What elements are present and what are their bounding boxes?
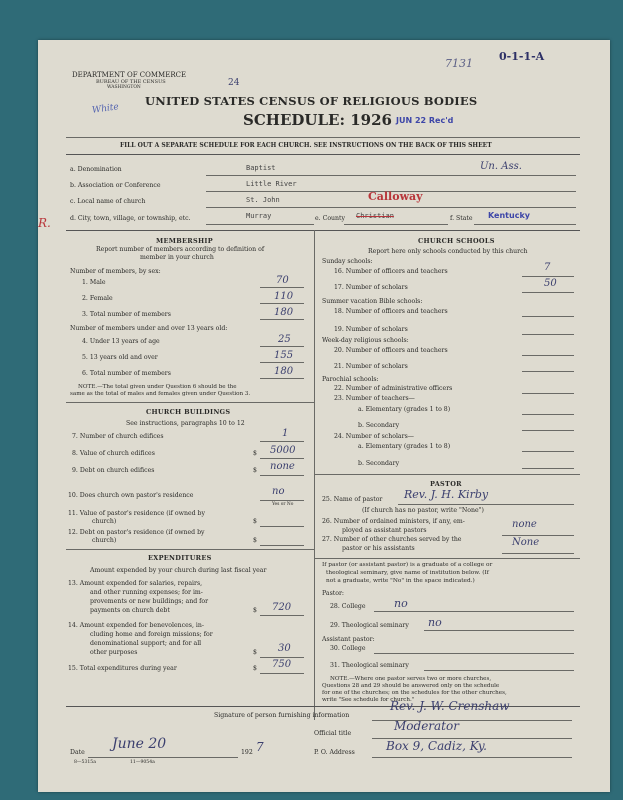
- q12-label-1: 12. Debt on pastor's residence (if owned by: [68, 529, 205, 536]
- membership-sub-1: Report number of members according to definition of: [96, 246, 265, 253]
- q9-value: none: [270, 461, 295, 472]
- q11-label-1: 11. Value of pastor's residence (if owned by: [68, 510, 205, 517]
- q3-total-label: 3. Total number of members: [82, 311, 171, 318]
- q10-value: no: [272, 486, 285, 497]
- weekday-schools-label: Week-day religious schools:: [322, 337, 409, 344]
- year-prefix: 192: [241, 749, 253, 756]
- city-town-label: d. City, town, village, or township, etc.: [70, 215, 191, 222]
- q20-label: 20. Number of officers and teachers: [334, 347, 448, 354]
- q19-label: 19. Number of scholars: [334, 326, 408, 333]
- q14-dollar: $: [253, 649, 257, 656]
- signature-value: Rev. J. W. Crenshaw: [390, 699, 510, 713]
- denomination-value: Baptist: [246, 164, 276, 172]
- signature-label: Signature of person furnishing information: [214, 712, 350, 719]
- serial-number: 7131: [445, 57, 473, 70]
- county-value: Calloway: [368, 190, 423, 203]
- parochial-schools-label: Parochial schools:: [322, 376, 379, 383]
- official-title-value: Moderator: [394, 719, 459, 733]
- year-digit: 7: [256, 740, 264, 754]
- q3-total-value: 180: [274, 307, 294, 318]
- q13-dollar: $: [253, 607, 257, 614]
- q28-value: no: [394, 597, 408, 610]
- q26-value: none: [512, 519, 537, 530]
- q30-label: 30. College: [330, 645, 366, 652]
- q14-line-3: denominational support; and for all: [90, 640, 202, 647]
- code-stamp: 0-1-1-A: [499, 50, 545, 63]
- expenditures-sub: Amount expended by your church during last fiscal year: [90, 567, 267, 574]
- membership-sub-2: member in your church: [140, 254, 214, 261]
- q15-label: 15. Total expenditures during year: [68, 665, 177, 672]
- form-code-1: 8—5315a: [74, 760, 96, 765]
- q13-line-2: and other running expenses; for im-: [90, 589, 203, 596]
- white-annotation: White: [91, 102, 120, 116]
- buildings-sub: See instructions, paragraphs 10 to 12: [126, 420, 245, 427]
- po-address-value: Box 9, Cadiz, Ky.: [386, 739, 487, 753]
- pastor-note-1: NOTE.—Where one pastor serves two or more churches,: [330, 676, 492, 682]
- census-schedule-sheet: [38, 40, 610, 792]
- city-town-value: Murray: [246, 212, 272, 220]
- q18-label: 18. Number of officers and teachers: [334, 308, 448, 315]
- expenditures-heading: EXPENDITURES: [148, 554, 212, 562]
- q25-value: Rev. J. H. Kirby: [404, 488, 489, 501]
- q8-dollar: $: [253, 450, 257, 457]
- q23a-label: a. Elementary (grades 1 to 8): [358, 406, 451, 413]
- schools-sub: Report here only schools conducted by this church: [368, 248, 528, 255]
- instructions-line: FILL OUT A SEPARATE SCHEDULE FOR EACH CHURCH. SEE INSTRUCTIONS ON THE BACK OF THIS SHEET: [120, 142, 492, 149]
- official-title-label: Official title: [314, 730, 352, 737]
- pastor-note-2: Questions 28 and 29 should be answered only on the schedule: [322, 683, 500, 689]
- date-value: June 20: [112, 736, 167, 752]
- q24b-label: b. Secondary: [358, 460, 400, 467]
- q10-label: 10. Does church own pastor's residence: [68, 492, 194, 499]
- form-title: UNITED STATES CENSUS OF RELIGIOUS BODIES: [145, 94, 478, 108]
- county-label: e. County: [315, 215, 346, 222]
- city-label: WASHINGTON: [107, 85, 141, 90]
- county-struck-value: Christian: [356, 212, 394, 220]
- denomination-note: Un. Ass.: [480, 161, 522, 172]
- membership-heading: MEMBERSHIP: [156, 237, 213, 245]
- po-address-label: P. O. Address: [314, 749, 355, 756]
- q23b-label: b. Secondary: [358, 422, 400, 429]
- q1-male-value: 70: [276, 275, 289, 286]
- q5-over13-label: 5. 13 years old and over: [82, 354, 158, 361]
- age-groups-label: Number of members under and over 13 years old:: [70, 325, 228, 332]
- q13-line-4: payments on church debt: [90, 607, 170, 614]
- buildings-heading: CHURCH BUILDINGS: [146, 408, 231, 416]
- q6-total-label: 6. Total number of members: [82, 370, 171, 377]
- q10-yes-no: Yes or No: [272, 502, 294, 507]
- q4-under13-value: 25: [278, 334, 291, 345]
- q24-label: 24. Number of scholars—: [334, 433, 414, 440]
- q25-note: (If church has no pastor, write "None"): [362, 507, 484, 514]
- q16-label: 16. Number of officers and teachers: [334, 268, 448, 275]
- q2-female-label: 2. Female: [82, 295, 113, 302]
- q14-line-4: other purposes: [90, 649, 138, 656]
- q15-dollar: $: [253, 665, 257, 672]
- q28-label: 28. College: [330, 603, 366, 610]
- q22-label: 22. Number of administrative officers: [334, 385, 453, 392]
- q25-label: 25. Name of pastor: [322, 496, 383, 503]
- q2-female-value: 110: [274, 291, 294, 302]
- q27-label-1: 27. Number of other churches served by the: [322, 536, 462, 543]
- assistant-pastor-label: Assistant pastor:: [322, 636, 375, 643]
- q11-dollar: $: [253, 518, 257, 525]
- schools-heading: CHURCH SCHOOLS: [418, 237, 495, 245]
- q29-label: 29. Theological seminary: [330, 622, 409, 629]
- r-mark: R.: [38, 216, 51, 230]
- bureau-label: BUREAU OF THE CENSUS: [96, 79, 166, 85]
- state-value: Kentucky: [488, 211, 530, 220]
- q24a-label: a. Elementary (grades 1 to 8): [358, 443, 451, 450]
- state-label: f. State: [450, 215, 473, 222]
- q14-value: 30: [278, 643, 291, 654]
- pastor-instructions-3: not a graduate, write "No" in the space indicated.): [326, 578, 475, 584]
- membership-note-2: same as the total of males and females given under Question 3.: [70, 391, 251, 397]
- q13-line-3: provements or new buildings; and for: [90, 598, 209, 605]
- denomination-label: a. Denomination: [70, 166, 122, 173]
- pastor-instructions-2: theological seminary, give name of institution below. (If: [326, 570, 489, 576]
- local-name-value: St. John: [246, 196, 280, 204]
- q6-total-value: 180: [274, 366, 294, 377]
- q12-label-2: church): [92, 537, 117, 544]
- q27-value: None: [512, 537, 540, 548]
- q27-label-2: pastor or his assistants: [342, 545, 415, 552]
- q4-under13-label: 4. Under 13 years of age: [82, 338, 160, 345]
- q16-value: 7: [544, 262, 551, 273]
- q11-label-2: church): [92, 518, 117, 525]
- q13-line-1: 13. Amount expended for salaries, repairs,: [68, 580, 203, 587]
- q1-male-label: 1. Male: [82, 279, 106, 286]
- pastor-heading: PASTOR: [430, 480, 462, 488]
- q14-line-1: 14. Amount expended for benevolences, in-: [68, 622, 204, 629]
- association-label: b. Association or Conference: [70, 182, 161, 189]
- q13-value: 720: [272, 602, 292, 613]
- pastor-subheading: Pastor:: [322, 590, 345, 597]
- q29-value: no: [428, 616, 442, 629]
- q26-label-2: ployed as assistant pastors: [342, 527, 427, 534]
- q26-label-1: 26. Number of ordained ministers, if any, em-: [322, 518, 465, 525]
- pastor-note-3: for one of the churches; on the schedules for the other churches,: [322, 690, 507, 696]
- q8-value: 5000: [270, 445, 296, 456]
- summer-schools-label: Summer vacation Bible schools:: [322, 298, 423, 305]
- received-stamp: JUN 22 Rec'd: [396, 116, 454, 125]
- q5-over13-value: 155: [274, 350, 294, 361]
- form-code-2: 11—9054a: [130, 760, 155, 765]
- local-name-label: c. Local name of church: [70, 198, 146, 205]
- q17-label: 17. Number of scholars: [334, 284, 408, 291]
- q7-label: 7. Number of church edifices: [72, 433, 164, 440]
- q7-value: 1: [282, 428, 289, 439]
- q8-label: 8. Value of church edifices: [72, 450, 155, 457]
- q12-dollar: $: [253, 537, 257, 544]
- q9-dollar: $: [253, 467, 257, 474]
- date-label: Date: [70, 749, 85, 756]
- members-by-sex-label: Number of members, by sex:: [70, 268, 161, 275]
- handwritten-24: 24: [228, 78, 240, 88]
- department-label: DEPARTMENT OF COMMERCE: [72, 71, 187, 79]
- q9-label: 9. Debt on church edifices: [72, 467, 155, 474]
- q15-value: 750: [272, 659, 292, 670]
- q17-value: 50: [544, 278, 557, 289]
- membership-note-1: NOTE.—The total given under Question 6 should be the: [78, 384, 237, 390]
- q31-label: 31. Theological seminary: [330, 662, 409, 669]
- pastor-note-4: write "See schedule for church.": [322, 697, 415, 703]
- q21-label: 21. Number of scholars: [334, 363, 408, 370]
- q23-label: 23. Number of teachers—: [334, 395, 415, 402]
- sunday-schools-label: Sunday schools:: [322, 258, 373, 265]
- association-value: Little River: [246, 180, 297, 188]
- q14-line-2: cluding home and foreign missions; for: [90, 631, 213, 638]
- schedule-title: SCHEDULE: 1926: [243, 111, 392, 129]
- pastor-instructions-1: If pastor (or assistant pastor) is a graduate of a college or: [322, 562, 493, 568]
